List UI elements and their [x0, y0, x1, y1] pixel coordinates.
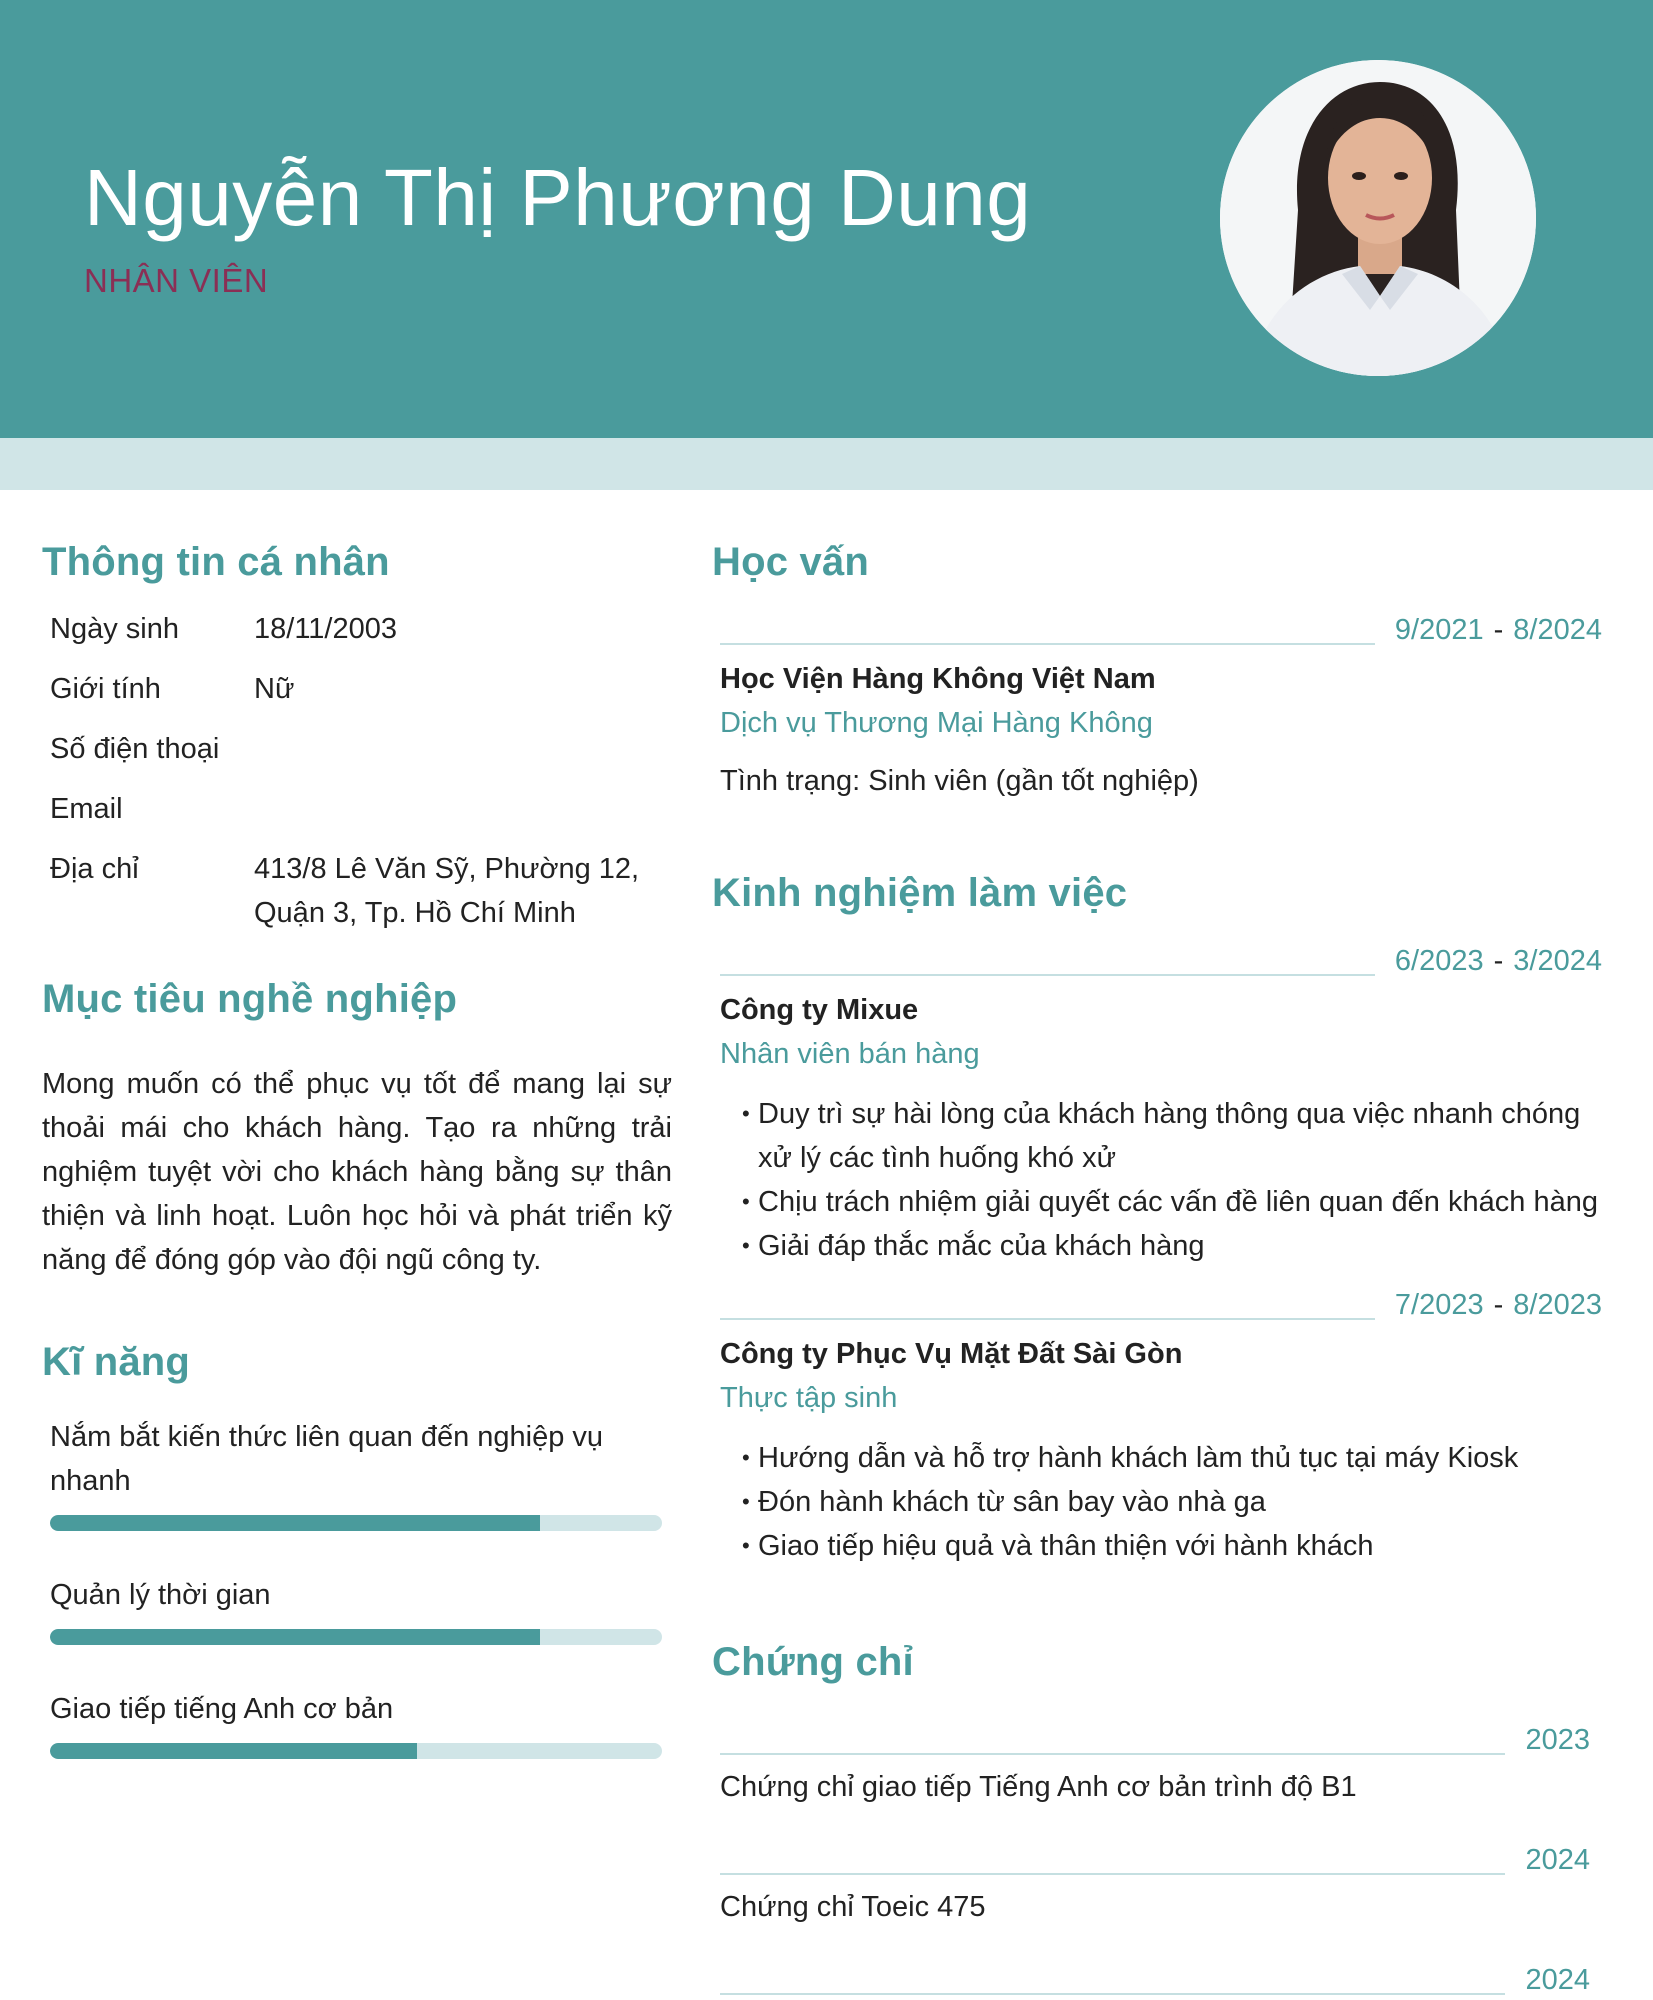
certificate-entry — [712, 1723, 1602, 1807]
entry-organization: Công ty Phục Vụ Mặt Đất Sài Gòn — [720, 1338, 1183, 1370]
divider — [720, 974, 1375, 976]
date-separator: - — [1493, 614, 1504, 646]
info-row-email — [50, 787, 672, 831]
entry-subtitle: Nhân viên bán hàng — [720, 1038, 980, 1070]
divider — [720, 643, 1375, 645]
objective-text: Mong muốn có thể phục vụ tốt để mang lại sự thoải mái cho khách hàng. Tạo ra những trải nghiệm tuyệt vời cho khách hàng bằng sự thân thiện và linh hoạt. Luôn học hỏi và phát triển kỹ năng để đóng góp vào đội ngũ công ty. — [42, 1068, 672, 1276]
header-banner — [0, 0, 1653, 438]
left-column — [42, 540, 672, 1759]
certificate-year: 2023 — [1525, 1724, 1590, 1756]
info-label: Số điện thoại — [50, 733, 220, 765]
certificate-entry — [712, 1843, 1602, 1927]
certificate-text: Chứng chỉ giao tiếp Tiếng Anh cơ bản trình độ B1 — [720, 1771, 1357, 1803]
skill-name: Giao tiếp tiếng Anh cơ bản — [50, 1693, 394, 1725]
entry-header — [720, 1963, 1602, 1997]
date-start: 7/2023 — [1394, 1289, 1484, 1321]
info-label: Email — [50, 793, 123, 825]
info-label: Địa chỉ — [50, 853, 139, 885]
date-end: 8/2023 — [1513, 1289, 1602, 1321]
info-row-birthdate — [50, 607, 672, 651]
skill-bar — [50, 1743, 662, 1759]
skill-bar-fill — [50, 1515, 540, 1531]
date-start: 6/2023 — [1394, 945, 1484, 977]
bullet-item: • Đón hành khách từ sân bay vào nhà ga — [742, 1480, 1602, 1524]
info-row-address — [50, 847, 672, 935]
certificate-entry — [712, 1963, 1602, 1997]
date-end: 3/2024 — [1513, 945, 1602, 977]
entry-text: Tình trạng: Sinh viên (gần tốt nghiệp) — [720, 765, 1199, 797]
portrait-photo-icon — [1220, 60, 1536, 376]
skill-item — [50, 1687, 662, 1759]
entry-header — [720, 1843, 1602, 1877]
bullet-item: • Chịu trách nhiệm giải quyết các vấn đề liên quan đến khách hàng — [742, 1180, 1602, 1224]
info-row-phone — [50, 727, 672, 771]
info-value — [254, 727, 672, 771]
date-start: 9/2021 — [1394, 614, 1484, 646]
right-column — [712, 540, 1602, 1997]
info-label: Ngày sinh — [50, 613, 179, 645]
certificate-text: Chứng chỉ Toeic 475 — [720, 1891, 986, 1923]
skills-title: Kĩ năng — [42, 1340, 191, 1384]
divider — [720, 1993, 1505, 1995]
info-value: 18/11/2003 — [254, 613, 397, 645]
entry-subtitle: Thực tập sinh — [720, 1382, 898, 1414]
certificate-year: 2024 — [1525, 1964, 1590, 1996]
experience-title: Kinh nghiệm làm việc — [712, 871, 1128, 915]
entry-subtitle: Dịch vụ Thương Mại Hàng Không — [720, 707, 1153, 739]
header-strip — [0, 438, 1653, 490]
info-label: Giới tính — [50, 673, 161, 705]
entry-date — [1375, 1288, 1602, 1322]
objective-title: Mục tiêu nghề nghiệp — [42, 977, 458, 1021]
candidate-name: Nguyễn Thị Phương Dung — [84, 153, 1032, 242]
skill-name: Nắm bắt kiến thức liên quan đến nghiệp vụ nhanh — [50, 1421, 604, 1497]
divider — [720, 1318, 1375, 1320]
entry-header — [720, 944, 1602, 978]
experience-entry — [712, 1288, 1602, 1568]
entry-header — [720, 613, 1602, 647]
date-separator: - — [1493, 945, 1504, 977]
skill-bar — [50, 1515, 662, 1531]
bullet-item: • Giao tiếp hiệu quả và thân thiện với hành khách — [742, 1524, 1602, 1568]
entry-organization: Công ty Mixue — [720, 994, 919, 1026]
candidate-role: NHÂN VIÊN — [84, 262, 269, 299]
skill-item — [50, 1415, 662, 1531]
bullet-list — [742, 1436, 1602, 1568]
bullet-item: • Giải đáp thắc mắc của khách hàng — [742, 1224, 1602, 1268]
divider — [720, 1873, 1505, 1875]
skill-item — [50, 1573, 662, 1645]
info-row-gender — [50, 667, 672, 711]
entry-header — [720, 1288, 1602, 1322]
entry-header — [720, 1723, 1602, 1757]
skill-name: Quản lý thời gian — [50, 1579, 271, 1611]
personal-info-table — [50, 607, 672, 935]
education-entry — [712, 613, 1602, 801]
bullet-list — [742, 1092, 1602, 1268]
info-value: Nữ — [254, 673, 295, 705]
certificate-year: 2024 — [1525, 1844, 1590, 1876]
divider — [720, 1753, 1505, 1755]
date-separator: - — [1493, 1289, 1504, 1321]
entry-date — [1375, 613, 1602, 647]
personal-info-title: Thông tin cá nhân — [42, 540, 390, 584]
entry-date — [1375, 944, 1602, 978]
date-end: 8/2024 — [1513, 614, 1602, 646]
bullet-item: • Duy trì sự hài lòng của khách hàng thông qua việc nhanh chóng xử lý các tình huống khó xử — [742, 1092, 1602, 1180]
skill-bar-fill — [50, 1629, 540, 1645]
skill-bar-fill — [50, 1743, 417, 1759]
avatar — [1220, 60, 1536, 376]
certificates-title: Chứng chỉ — [712, 1640, 914, 1684]
bullet-item: • Hướng dẫn và hỗ trợ hành khách làm thủ tục tại máy Kiosk — [742, 1436, 1602, 1480]
entry-organization: Học Viện Hàng Không Việt Nam — [720, 663, 1156, 695]
info-value: 413/8 Lê Văn Sỹ, Phường 12, Quận 3, Tp. Hồ Chí Minh — [254, 853, 640, 929]
experience-entry — [712, 944, 1602, 1268]
info-value — [254, 787, 672, 831]
education-title: Học vấn — [712, 540, 870, 584]
skill-bar — [50, 1629, 662, 1645]
